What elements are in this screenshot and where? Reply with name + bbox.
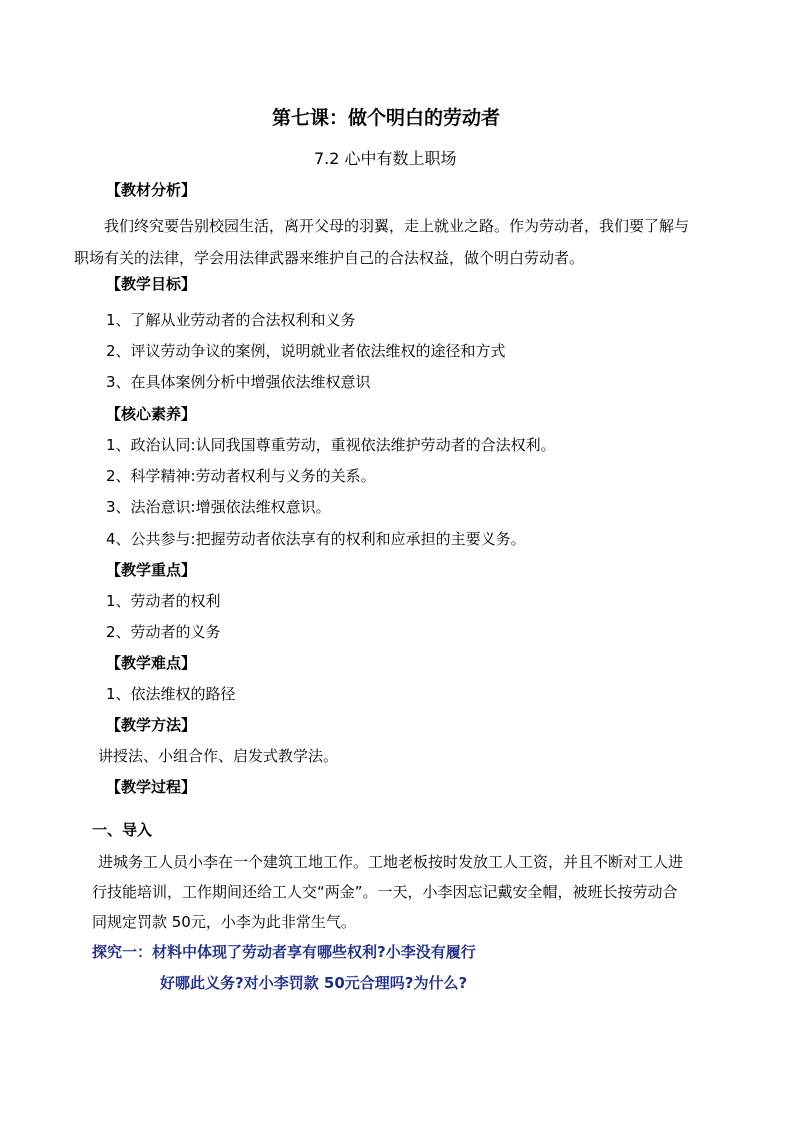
intro-line-2: 行技能培训，工作期间还给工人交“两金”。一天，小李因忘记戴安全帽，被班长按劳动合 [92,883,678,901]
literacy-item-2: 2、科学精神:劳动者权利与义务的关系。 [106,467,376,485]
heading-goals: 【教学目标】 [106,275,197,293]
heading-key-points: 【教学重点】 [106,561,197,579]
intro-heading: 一、导入 [92,821,153,839]
key-point-item-2: 2、劳动者的义务 [106,623,221,641]
literacy-item-1: 1、政治认同:认同我国尊重劳动，重视依法维护劳动者的合法权利。 [106,436,556,454]
methods-text: 讲授法、小组合作、启发式教学法。 [98,747,339,765]
key-point-item-1: 1、劳动者的权利 [106,592,221,610]
difficulty-item-1: 1、依法维权的路径 [106,685,236,703]
explore-question-line-2: 好哪此义务?对小李罚款 50元合理吗?为什么? [160,974,468,992]
explore-question-line-1: 探究一：材料中体现了劳动者享有哪些权利?小李没有履行 [92,943,476,961]
literacy-item-3: 3、法治意识:增强依法维权意识。 [106,498,331,516]
intro-line-3: 同规定罚款 50元，小李为此非常生气。 [92,913,356,931]
intro-line-1: 进城务工人员小李在一个建筑工地工作。工地老板按时发放工人工资，并且不断对工人进 [98,853,684,871]
lesson-subtitle: 7.2 心中有数上职场 [314,149,457,168]
heading-literacy: 【核心素养】 [106,405,197,423]
goal-item-3: 3、在具体案例分析中增强依法维权意识 [106,373,371,391]
analysis-line-2: 职场有关的法律，学会用法律武器来维护自己的合法权益，做个明白劳动者。 [74,249,585,267]
analysis-line-1: 我们终究要告别校园生活，离开父母的羽翼，走上就业之路。作为劳动者，我们要了解与 [104,217,690,235]
heading-process: 【教学过程】 [106,778,197,796]
lesson-title: 第七课：做个明白的劳动者 [272,107,501,129]
goal-item-2: 2、评议劳动争议的案例，说明就业者依法维权的途径和方式 [106,342,506,360]
heading-difficulties: 【教学难点】 [106,654,197,672]
goal-item-1: 1、了解从业劳动者的合法权利和义务 [106,311,356,329]
heading-methods: 【教学方法】 [106,716,197,734]
heading-analysis: 【教材分析】 [106,181,197,199]
literacy-item-4: 4、公共参与:把握劳动者依法享有的权利和应承担的主要义务。 [106,530,526,548]
